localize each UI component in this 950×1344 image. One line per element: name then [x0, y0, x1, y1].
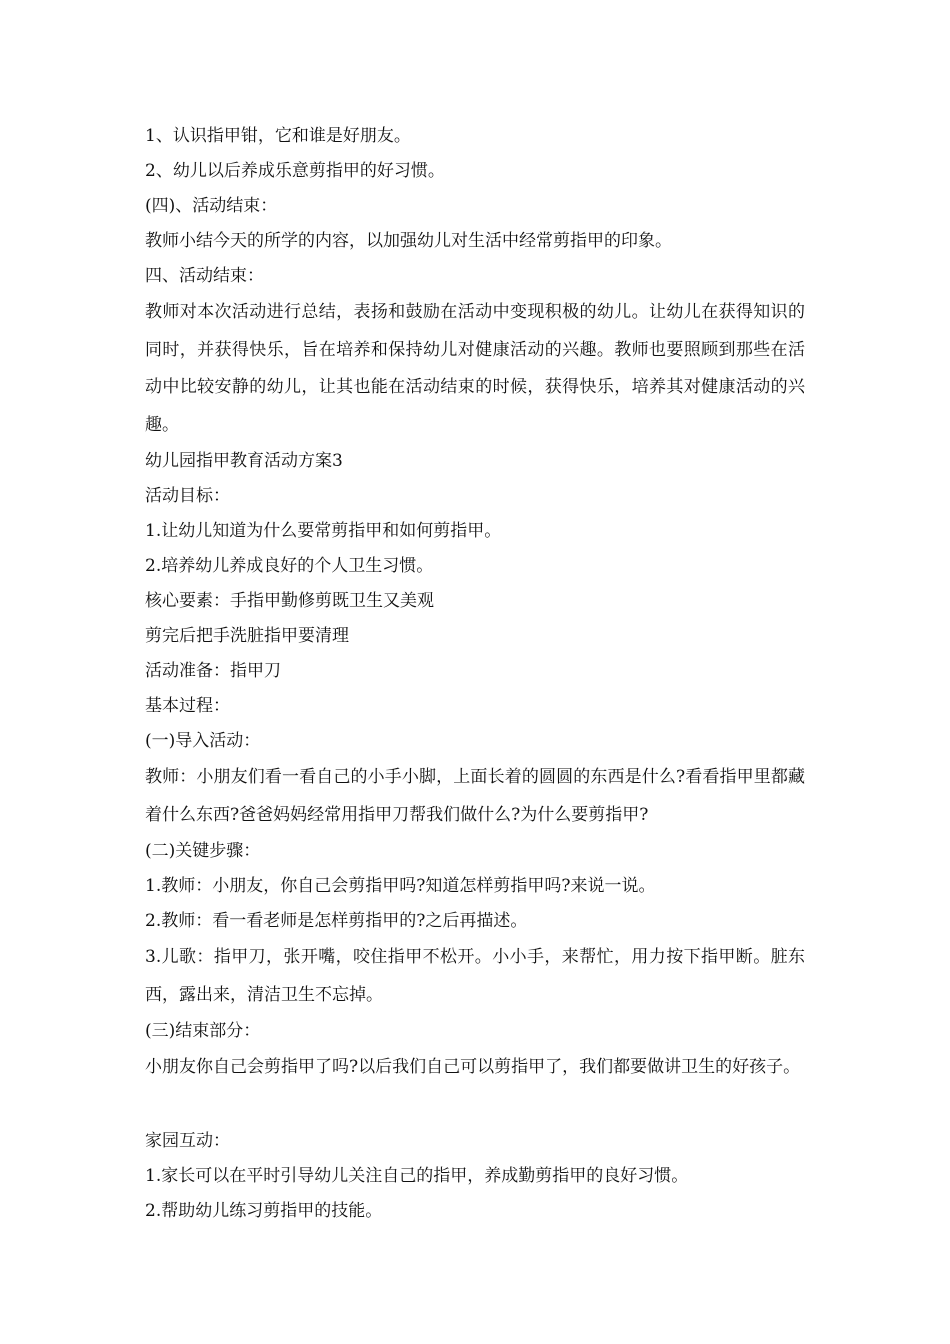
text-line: 剪完后把手洗脏指甲要清理: [145, 626, 349, 646]
document-body: [145, 119, 805, 1229]
text-line: 1.家长可以在平时引导幼儿关注自己的指甲，养成勤剪指甲的良好习惯。: [145, 1166, 689, 1186]
section-heading: (四)、活动结束：: [145, 196, 278, 216]
section-heading: (二)关键步骤：: [145, 841, 261, 861]
text-line: 活动准备：指甲刀: [145, 661, 281, 681]
text-line: 核心要素：手指甲勤修剪既卫生又美观: [145, 591, 434, 611]
document-title: 幼儿园指甲教育活动方案3: [145, 451, 343, 471]
section-heading: (一)导入活动：: [145, 731, 261, 751]
text-line: 1.教师：小朋友，你自己会剪指甲吗?知道怎样剪指甲吗?来说一说。: [145, 876, 656, 896]
text-line: 1、认识指甲钳，它和谁是好朋友。: [145, 126, 411, 146]
text-line: 2.培养幼儿养成良好的个人卫生习惯。: [145, 556, 434, 576]
text-line: 1.让幼儿知道为什么要常剪指甲和如何剪指甲。: [145, 521, 502, 541]
text-line: 教师小结今天的所学的内容，以加强幼儿对生活中经常剪指甲的印象。: [145, 231, 672, 251]
section-heading: 四、活动结束：: [145, 266, 264, 286]
text-line: 2、幼儿以后养成乐意剪指甲的好习惯。: [145, 161, 445, 181]
text-line: 2.教师：看一看老师是怎样剪指甲的?之后再描述。: [145, 911, 528, 931]
section-heading: 活动目标：: [145, 486, 230, 506]
section-heading: 基本过程：: [145, 696, 230, 716]
paragraph: 教师对本次活动进行总结，表扬和鼓励在活动中变现积极的幼儿。让幼儿在获得知识的同时，并获得快乐，旨在培养和保持幼儿对健康活动的兴趣。教师也要照顾到那些在活动中比较安静的幼儿，让其也能在活动结束的时候，获得快乐，培养其对健康活动的兴趣。: [145, 302, 805, 435]
section-heading: (三)结束部分：: [145, 1021, 261, 1041]
section-heading: 家园互动：: [145, 1131, 230, 1151]
paragraph: 3.儿歌：指甲刀，张开嘴，咬住指甲不松开。小小手，来帮忙，用力按下指甲断。脏东西，露出来，清洁卫生不忘掉。: [145, 947, 805, 1005]
paragraph: 教师：小朋友们看一看自己的小手小脚，上面长着的圆圆的东西是什么?看看指甲里都藏着什么东西?爸爸妈妈经常用指甲刀帮我们做什么?为什么要剪指甲?: [145, 767, 805, 825]
paragraph: 小朋友你自己会剪指甲了吗?以后我们自己可以剪指甲了，我们都要做讲卫生的好孩子。: [145, 1057, 801, 1077]
text-line: 2.帮助幼儿练习剪指甲的技能。: [145, 1201, 383, 1221]
